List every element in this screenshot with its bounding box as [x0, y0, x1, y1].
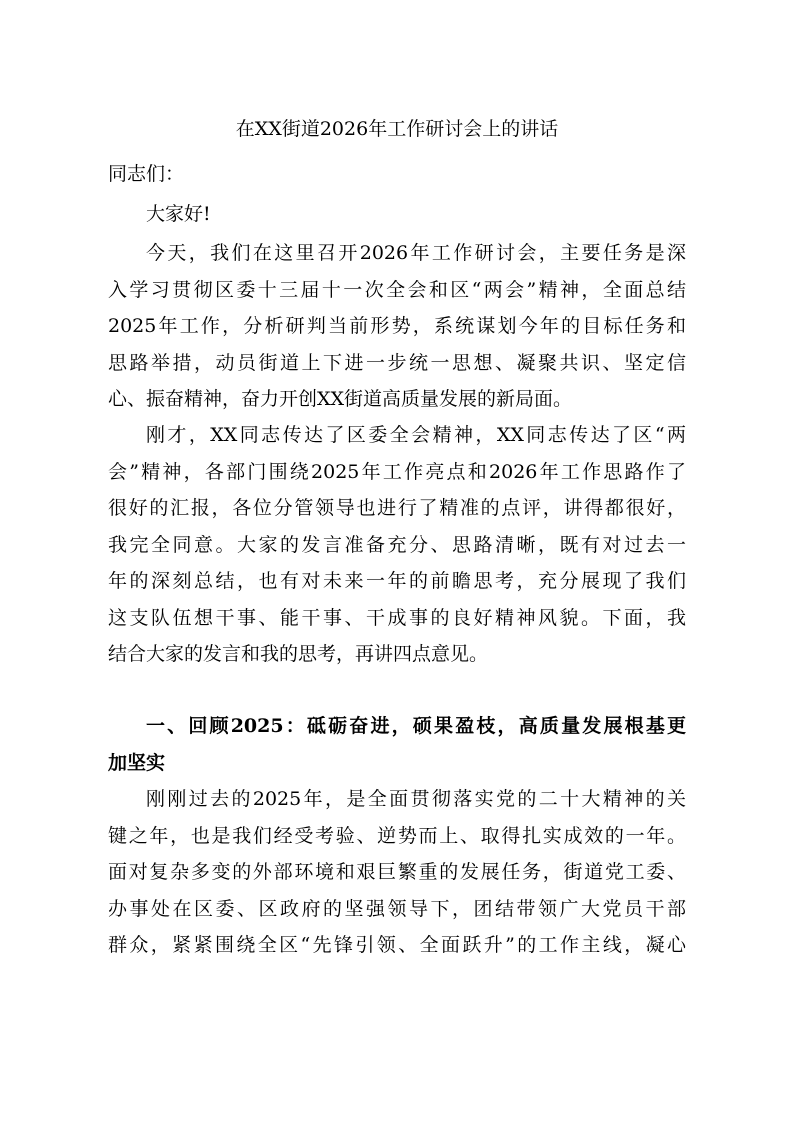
salutation: 同志们：: [108, 163, 185, 185]
paragraph-opening: [108, 235, 686, 418]
paragraph-line: 这支队伍想干事、能干事、干成事的良好精神风貌。下面，我: [108, 606, 686, 629]
paragraph-line: 很好的汇报，各位分管领导也进行了精准的点评，讲得都很好，: [108, 497, 686, 519]
paragraph-line: 入学习贯彻区委十三届十一次全会和区“两会”精神，全面总结: [108, 278, 686, 301]
paragraph-line: 群众，紧紧围绕全区“先锋引领、全面跃升”的工作主线，凝心: [108, 934, 686, 956]
paragraph-line: 刚才，XX同志传达了区委全会精神，XX同志传达了区“两: [146, 424, 686, 446]
paragraph-line: 思路举措，动员街道上下进一步统一思想、凝聚共识、坚定信: [108, 351, 686, 374]
paragraph-review: [108, 417, 686, 673]
paragraph-line: 今天，我们在这里召开2026年工作研讨会，主要任务是深: [146, 242, 686, 264]
paragraph-line: 我完全同意。大家的发言准备充分、思路清晰，既有对过去一: [108, 533, 686, 556]
document-title: 在XX街道2026年工作研讨会上的讲话: [235, 118, 559, 140]
paragraph-line: 年的深刻总结，也有对未来一年的前瞻思考，充分展现了我们: [108, 570, 686, 592]
paragraph-line: 面对复杂多变的外部环境和艰巨繁重的发展任务，街道党工委、: [108, 861, 686, 883]
paragraph-2025-summary: [108, 781, 686, 964]
heading-line: 加坚实: [108, 751, 166, 774]
paragraph-line: 会”精神，各部门围绕2025年工作亮点和2026年工作思路作了: [108, 460, 686, 483]
section-heading-1: [108, 708, 686, 781]
paragraph-line: 键之年，也是我们经受考验、逆势而上、取得扎实成效的一年。: [108, 824, 686, 847]
heading-line: 一、回顾2025：砥砺奋进，硕果盈枝，高质量发展根基更: [146, 715, 686, 737]
paragraph-line: 2025年工作，分析研判当前形势，系统谋划今年的目标任务和: [108, 315, 686, 337]
paragraph-line: 刚刚过去的2025年，是全面贯彻落实党的二十大精神的关: [146, 788, 686, 810]
paragraph-line: 办事处在区委、区政府的坚强领导下，团结带领广大党员干部: [108, 897, 686, 920]
greeting: 大家好!: [146, 203, 211, 225]
paragraph-line: 心、振奋精神，奋力开创XX街道高质量发展的新局面。: [108, 388, 573, 410]
paragraph-line: 结合大家的发言和我的思考，再讲四点意见。: [108, 643, 489, 665]
